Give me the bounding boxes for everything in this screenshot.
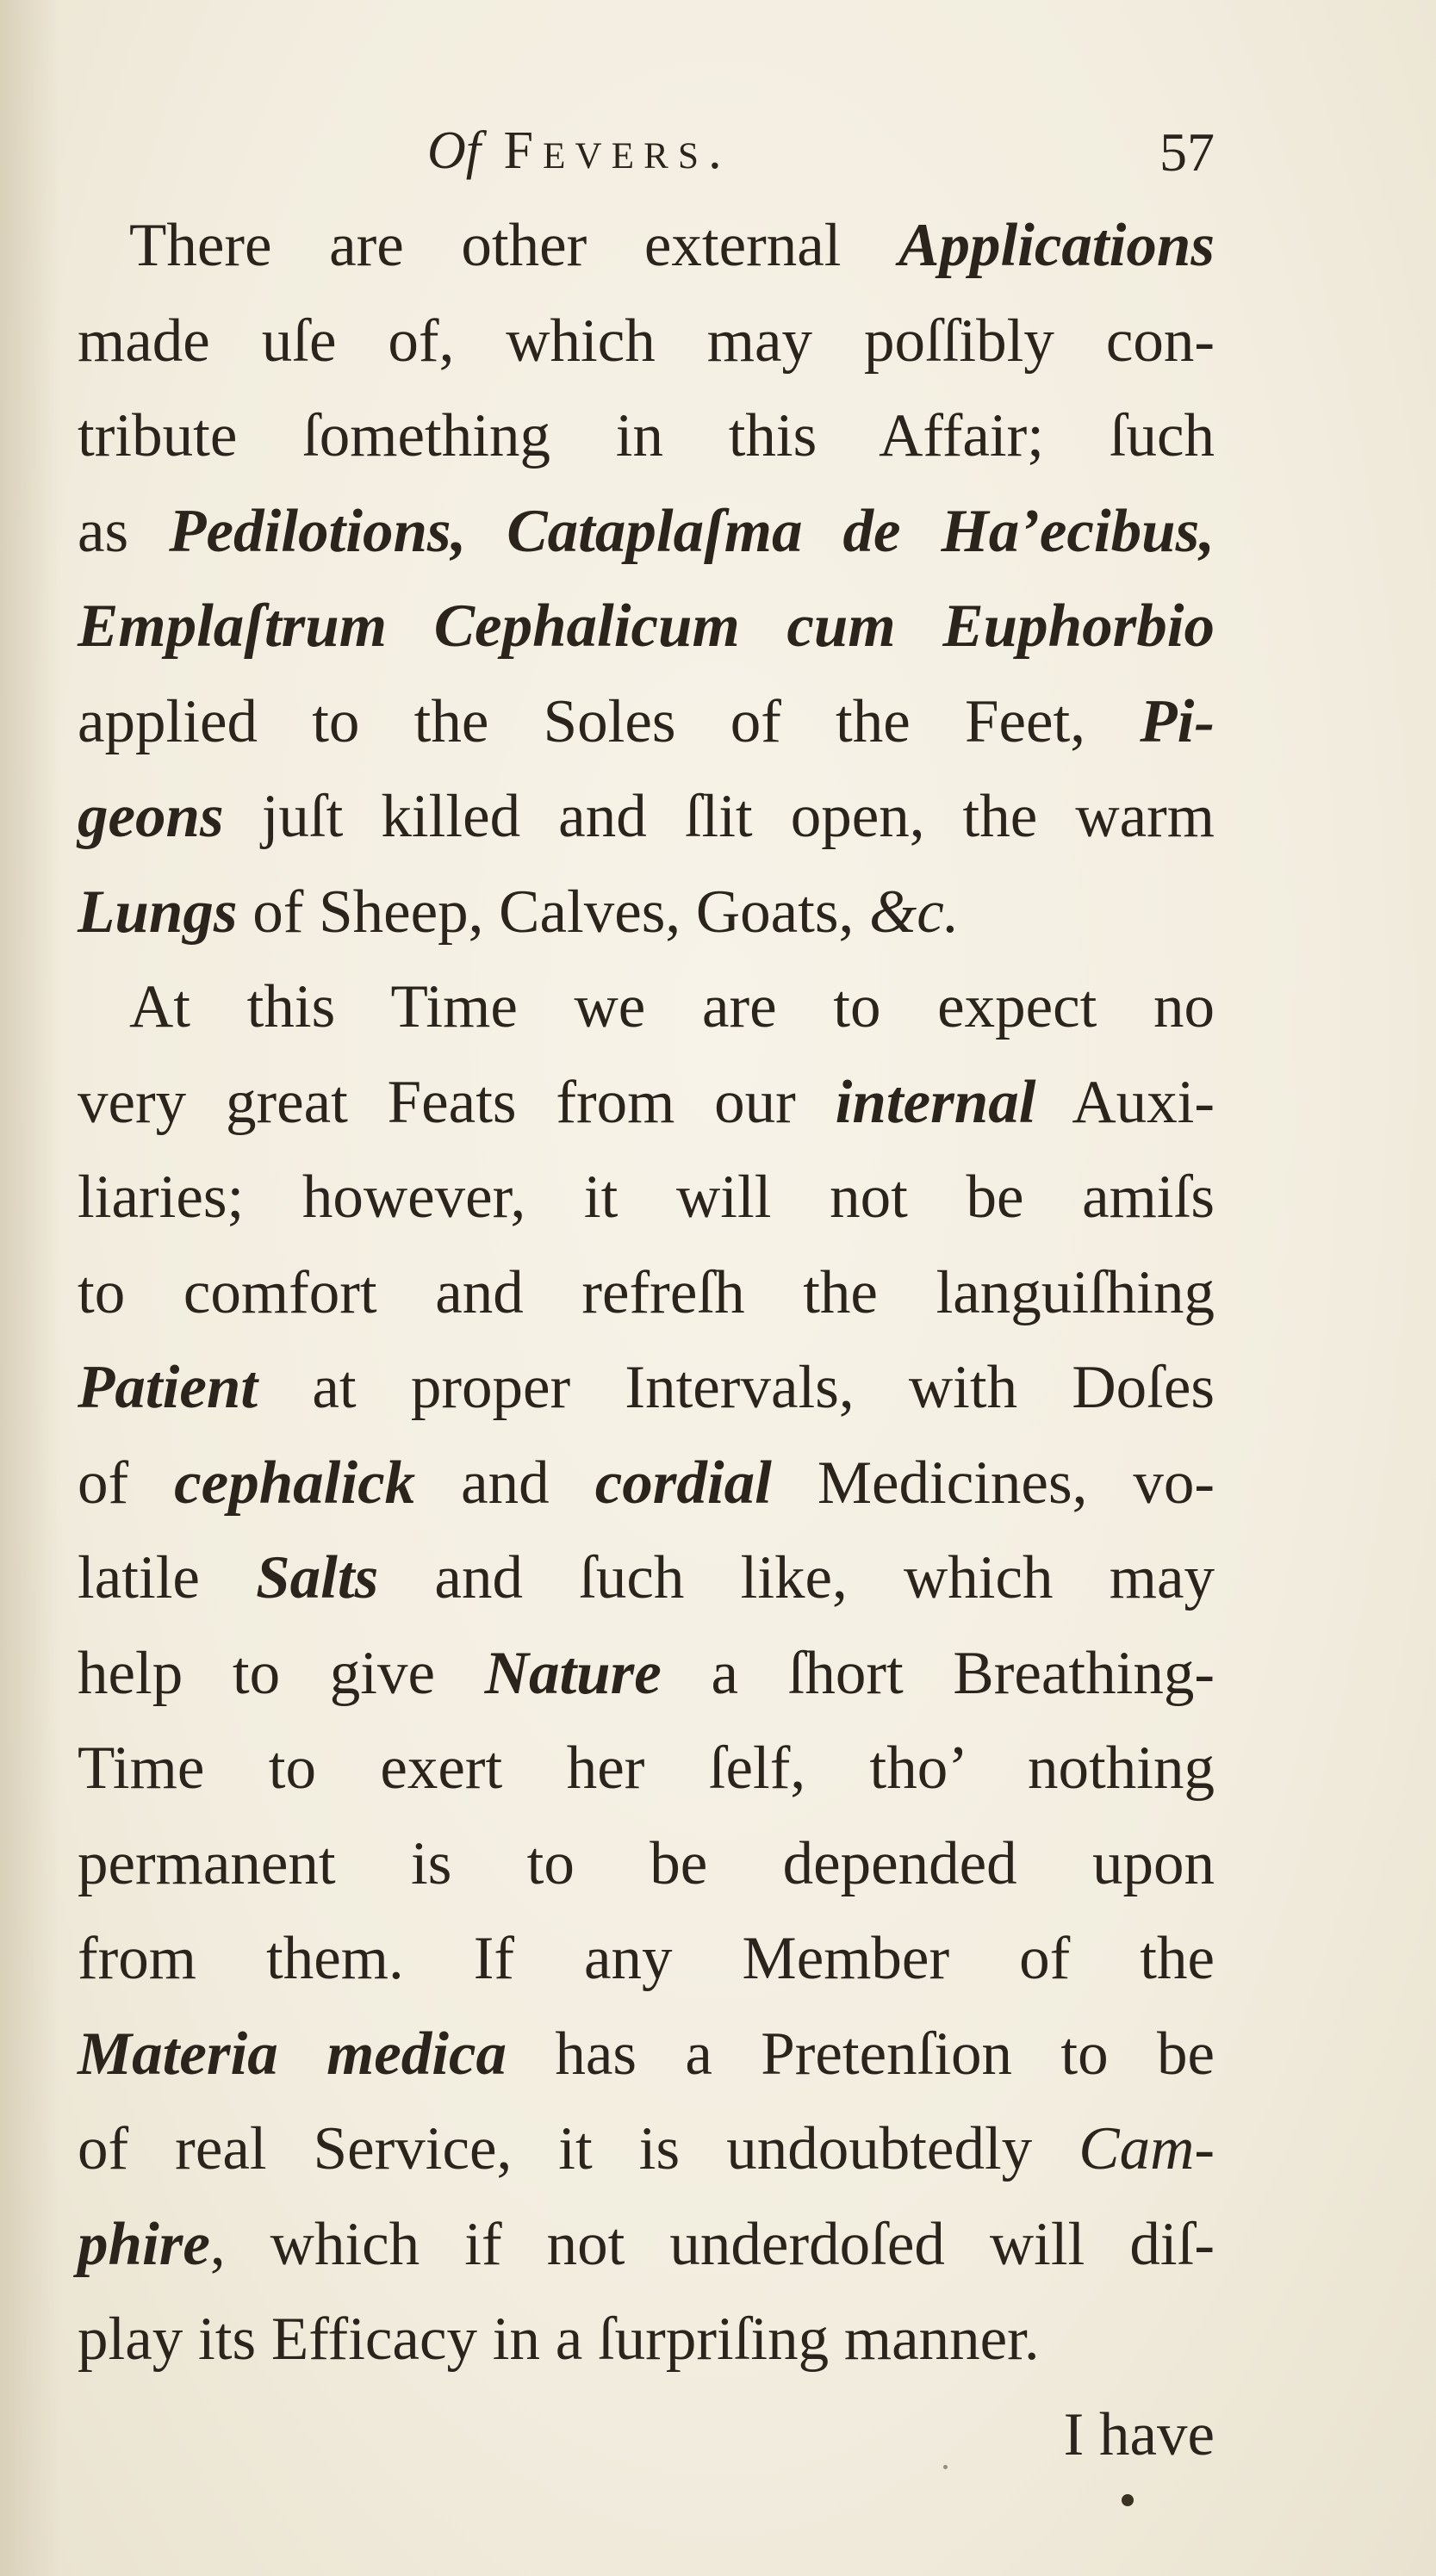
roman-text: tribute ſomething in this Affair; ſuch [78,402,1215,469]
italic-text: Nature [484,1639,662,1707]
italic-text: Applications [898,212,1215,279]
roman-text: latile [78,1544,257,1611]
roman-text: juſt killed and ſlit open, the warm [223,783,1215,850]
text-line [78,1816,1215,1912]
italic-text: cordial [594,1449,772,1517]
ink-speck [943,2465,948,2469]
text-line [78,1340,1215,1436]
text-line [78,2101,1215,2197]
text-line [78,579,1215,674]
text-line [78,1626,1215,1722]
text-line [78,1436,1215,1531]
text-line [78,959,1215,1055]
text-line [78,1245,1215,1341]
text-line [78,2007,1215,2102]
text-line [78,2292,1215,2387]
catchword [78,2387,1215,2483]
text-line [78,2197,1215,2293]
roman-text: Medicines, vo- [771,1449,1215,1517]
italic-text: phire [78,2210,210,2278]
roman-text: very great Feats from our [78,1068,836,1136]
roman-text: as [78,497,170,565]
roman-text: at proper Intervals, with Doſes [258,1354,1215,1421]
roman-text: of real Service, it is undoubtedly [78,2115,1079,2182]
italic-text: &c. [869,878,960,946]
body-text [78,198,1215,2482]
roman-text: of [78,1449,175,1517]
text-line [78,865,1215,960]
italic-text: Pedilotions, Cataplaſma de Ha’ecibus, [169,497,1215,565]
gutter-shadow [0,0,60,2576]
text-line [78,769,1215,865]
roman-text: liaries; however, it will not be amiſs [78,1164,1215,1231]
roman-text: help to give [78,1639,485,1707]
italic-text: internal [835,1068,1036,1136]
roman-text: Auxi- [1035,1068,1215,1136]
roman-text: Time to exert her ſelf, tho’ nothing [78,1735,1215,1802]
text-line [78,1911,1215,2007]
roman-text: from them. If any Member of the [78,1925,1215,1992]
text-line [78,674,1215,770]
italic-text: Pi- [1140,687,1215,755]
roman-text: made uſe of, which may poſſibly con- [78,307,1215,375]
text-line [78,198,1215,294]
text-line [78,1150,1215,1245]
italic-text: Patient [78,1354,258,1421]
text-line [78,484,1215,580]
running-head-fevers: Fevers. [503,121,731,180]
roman-text: and ſuch like, which may [378,1544,1215,1611]
roman-text: I have [1063,2400,1215,2468]
text-line [78,294,1215,389]
running-head-title [427,121,731,182]
roman-text: to comfort and refreſh the languiſhing [78,1258,1215,1326]
roman-text: At this Time we are to expect no [129,973,1215,1040]
roman-text: , which if not underdoſed will diſ- [209,2210,1215,2278]
text-line [78,1530,1215,1626]
text-line [78,1721,1215,1816]
page-number: 57 [1159,121,1215,183]
ink-spot [1122,2494,1134,2506]
italic-text: geons [78,783,224,850]
italic-text: Salts [256,1544,379,1611]
text-line [78,1055,1215,1151]
roman-text: applied to the Soles of the Feet, [78,687,1141,755]
text-line [78,388,1215,484]
italic-text: cephalick [174,1449,416,1517]
roman-text: of Sheep, Calves, Goats, [237,878,870,946]
running-head [78,121,1215,189]
roman-text: play its Efficacy in a ſurpriſing manner. [78,2306,1040,2373]
roman-text: and [415,1449,595,1517]
roman-text: has a Pretenſion to be [507,2020,1215,2088]
roman-text: There are other external [129,212,899,279]
italic-text: Lungs [78,878,238,946]
running-head-of: Of [427,121,481,180]
italic-text: Materia medica [78,2020,507,2088]
roman-text: a ſhort Breathing- [661,1639,1215,1707]
roman-text: permanent is to be depended upon [78,1829,1215,1897]
italic-text: Cam- [1079,2115,1215,2182]
italic-text: Emplaſtrum Cephalicum cum Euphorbio [78,593,1215,660]
